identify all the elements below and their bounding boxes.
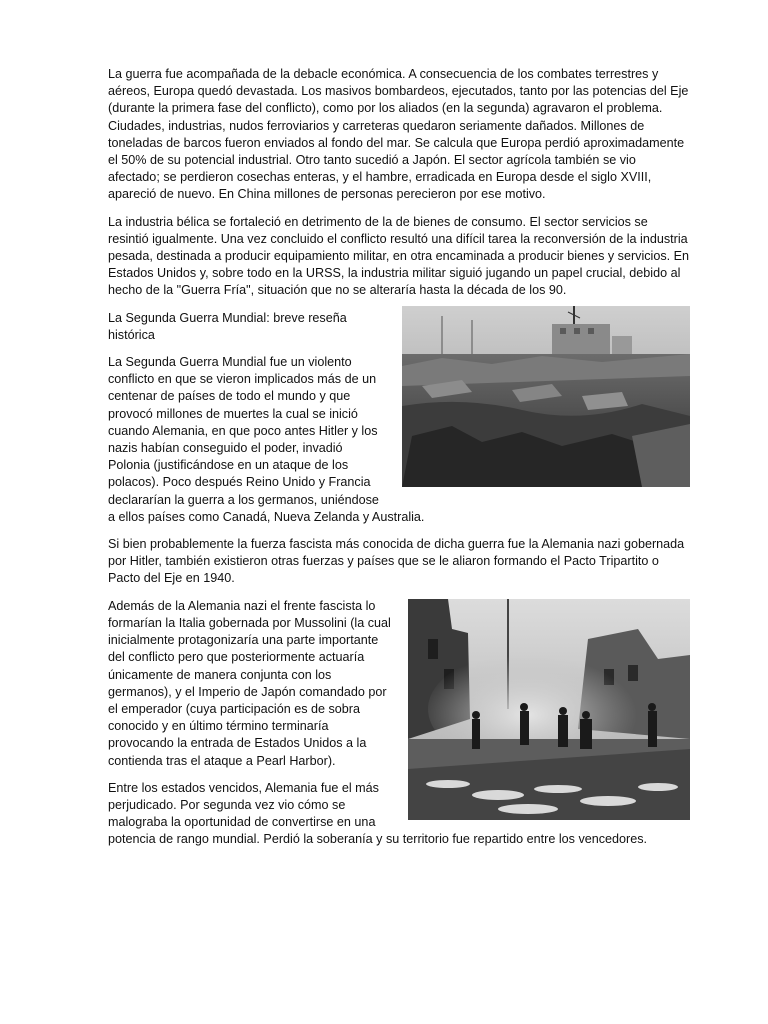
document-page bbox=[108, 66, 690, 859]
ruined-city-photo bbox=[402, 306, 690, 487]
war-casualties-photo bbox=[408, 599, 690, 820]
paragraph-economic-debacle: La guerra fue acompañada de la debacle económica. A consecuencia de los combates terrestres y aéreos, Europa quedó devastada. Los masivos bombardeos, ejecutados, tanto por las potencias del Eje (durante la primera fase del conflicto), como por los aliados (en la segunda) agravaron el problema. Ciudades, industrias, nudos ferroviarios y carreteras quedaron seriamente dañados. Millones de toneladas de barcos fueron enviados al fondo del mar. Se calcula que Europa perdió aproximadamente el 50% de su potencial industrial. Otro tanto sucedió a Japón. El sector agrícola también se vio afectado; se perdieron cosechas enteras, y el hambre, erradicada en Europa desde el siglo XVIII, apareció de nuevo. En China millones de personas perecieron por ese motivo. bbox=[108, 67, 689, 202]
paragraph-fascist-front: Además de la Alemania nazi el frente fascista lo formarían la Italia gobernada por Mussolini (la cual inicialmente protagonizaría una parte importante del conflicto pero que posteriormente actuaría únicamente de manera conjunta con los germanos), y el Imperio de Japón comandado por el emperador (cuya participación es de sobra conocido y en último término terminaría provocando la entrada de Estados Unidos a la contienda tras el ataque a Pearl Harbor). bbox=[108, 598, 391, 768]
paragraph-defeated-states: Entre los estados vencidos, Alemania fue el más perjudicado. Por segunda vez vio cómo se malograba la oportunidad de convertirse en una potencia de rango mundial. Perdió la soberanía y su territorio fue repartido entre los vencedores. bbox=[108, 780, 648, 847]
paragraph-axis-pact: Si bien probablemente la fuerza fascista más conocida de dicha guerra fue la Alemania nazi gobernada por Hitler, también existieron otras fuerzas y países que se le aliaron formando el Pacto Tripartito o Pacto del Eje en 1940. bbox=[108, 537, 685, 586]
section-heading: La Segunda Guerra Mundial: breve reseña histórica bbox=[108, 310, 347, 342]
paragraph-war-overview: La Segunda Guerra Mundial fue un violento conflicto en que se vieron implicados más de un centenar de países de todo el mundo y que provocó millones de muertes la cual se inició cuando Alemania, en que poco antes Hitler y los nazis habían conseguido el poder, invadió Polonia (justificándose en un ataque de los polacos). Poco después Reino Unido y Francia declararían la guerra a los germanos, uniéndose a ellos países como Canadá, Nueva Zelanda y Australia. bbox=[108, 355, 425, 524]
paragraph-war-industry: La industria bélica se fortaleció en detrimento de la de bienes de consumo. El sector servicios se resintió igualmente. Una vez concluido el conflicto resultó una difícil tarea la reconversión de la industria pesada, destinada a producir equipamiento militar, en otra encaminada a producir bienes y servicios. En Estados Unidos y, sobre todo en la URSS, la industria militar siguió jugando un papel crucial, debido al hecho de la "Guerra Fría", situación que no se alteraría hasta la década de los 90. bbox=[108, 214, 690, 298]
